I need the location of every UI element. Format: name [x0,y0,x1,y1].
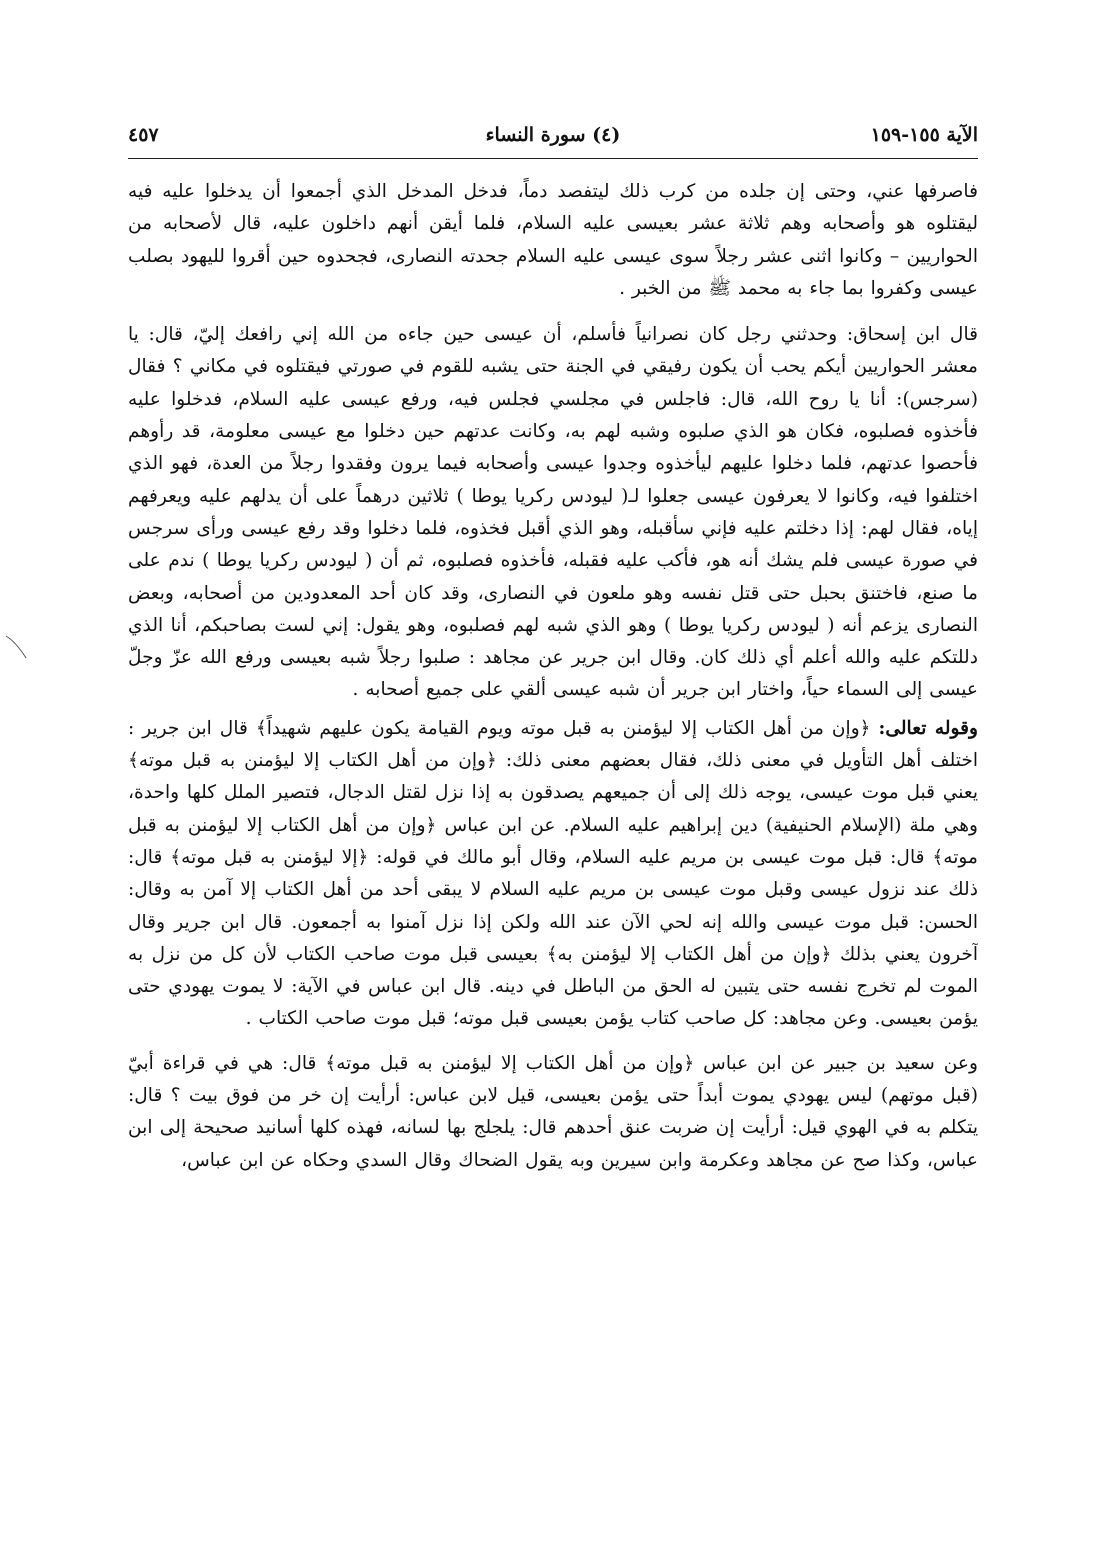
verse-range: الآية ١٥٥-١٥٩ [870,124,978,146]
header-divider [128,158,978,159]
running-header [128,118,978,158]
paragraph-3-text: ﴿وإن من أهل الكتاب إلا ليؤمنن به قبل موته ويوم القيامة يكون عليهم شهيداً﴾ قال ابن جرير : اختلف أهل التأويل في معنى ذلك، فقال بعضهم معنى ذلك: ﴿وإن من أهل الكتاب إلا ليؤمنن به قبل موته﴾ يعني قبل موت عيسى، يوجه ذلك إلى أن جميعهم يصدقون به إذا نزل لقتل الدجال، فتصير الملل كلها واحدة، وهي ملة (الإسلام الحنيفية) دين إبراهيم عليه السلام. عن ابن عباس ﴿وإن من أهل الكتاب إلا ليؤمنن به قبل موته﴾ قال: قبل موت عيسى بن مريم عليه السلام، وقال أبو مالك في قوله: ﴿إلا ليؤمنن به قبل موته﴾ قال: ذلك عند نزول عيسى وقبل موت عيسى بن مريم عليه السلام لا يبقى أحد من أهل الكتاب إلا آمن به وقال: الحسن: قبل موت عيسى والله إنه لحي الآن عند الله ولكن إذا نزل آمنوا به أجمعون. قال ابن جرير وقال آخرون يعني بذلك ﴿وإن من أهل الكتاب إلا ليؤمنن به﴾ بعيسى قبل موت صاحب الكتاب لأن كل من نزل به الموت لم تخرج نفسه حتى يتبين له الحق من الباطل في دينه. قال ابن عباس في الآية: لا يموت يهودي حتى يؤمن بعيسى. وعن مجاهد: كل صاحب كتاب يؤمن بعيسى قبل موته؛ قبل موت صاحب الكتاب . [128,717,978,1030]
surah-title: (٤) سورة النساء [485,124,621,146]
paragraph-3-lead: وقوله تعالى: [878,717,978,739]
paragraph-2-text: قال ابن إسحاق: وحدثني رجل كان نصرانياً فأسلم، أن عيسى حين جاءه من الله إني رافعك إليّ، قال: يا معشر الحواريين أيكم يحب أن يكون رفيقي في الجنة حتى يشبه للقوم في صورتي فيقتلوه في مكاني ؟ فقال (سرجس): أنا يا روح الله، قال: فاجلس في مجلسي فجلس فيه، ورفع عيسى عليه السلام، فدخلوا عليه فأخذوه فصلبوه، فكان هو الذي صلبوه وشبه لهم به، وكانت عدتهم حين دخلوا مع عيسى معلومة، قد رأوهم فأحصوا عدتهم، فلما دخلوا عليهم ليأخذوه وجدوا عيسى وأصحابه فيما يرون وفقدوا رجلاً من العدة، فهو الذي اختلفوا فيه، وكانوا لا يعرفون عيسى جعلوا لـ( ليودس ركريا يوطا ) ثلاثين درهماً على أن يدلهم عليه ويعرفهم إياه، فقال لهم: إذا دخلتم عليه فإني سأقبله، وهو الذي أقبل فخذوه، فلما دخلوا وقد رفع عيسى ورأى سرجس في صورة عيسى فلم يشك أنه هو، فأكب عليه فقبله، فأخذوه فصلبوه، ثم أن ( ليودس ركريا يوطا ) ندم على ما صنع، فاختنق بحبل حتى قتل نفسه وهو ملعون في النصارى، وقد كان أحد المعدودين من أصحابه، وبعض النصارى يزعم أنه ( ليودس ركريا يوطا ) وهو الذي شبه لهم فصلبوه، وهو يقول: إني لست بصاحبكم، أنا الذي دللتكم عليه والله أعلم أي ذلك كان. وقال ابن جرير عن مجاهد : صلبوا رجلاً شبه بعيسى ورفع الله عزّ وجلّ عيسى إلى السماء حياً، واختار ابن جرير أن شبه عيسى ألقي على جميع أصحابه . [128,324,978,701]
paragraph-3 [128,713,978,1036]
paragraph-4 [128,1048,978,1177]
page-number: ٤٥٧ [128,124,159,146]
paragraph-4-text: وعن سعيد بن جبير عن ابن عباس ﴿وإن من أهل الكتاب إلا ليؤمنن به قبل موته﴾ قال: هي في قراءة أبيّ (قبل موتهم) ليس يهودي يموت أبداً حتى يؤمن بعيسى، قيل لابن عباس: أرأيت إن خر من فوق بيت ؟ قال: يتكلم به في الهوي قيل: أرأيت إن ضربت عنق أحدهم قال: يلجلج بها لسانه، فهذه كلها أسانيد صحيحة إلى ابن عباس، وكذا صح عن مجاهد وعكرمة وابن سيرين وبه يقول الضحاك وقال السدي وحكاه عن ابن عباس، [128,1052,978,1171]
paragraph-1 [128,176,978,305]
paragraph-1-text: فاصرفها عني، وحتى إن جلده من كرب ذلك ليتفصد دماً، فدخل المدخل الذي أجمعوا أن يدخلوا عليه فيه ليقتلوه هو وأصحابه وهم ثلاثة عشر بعيسى عليه السلام، فلما أيقن أنهم داخلون عليه، قال لأصحابه من الحواريين – وكانوا اثنى عشر رجلاً سوى عيسى عليه السلام جحدته النصارى، فجحدوه حين أقروا لليهود بصلب عيسى وكفروا بما جاء به محمد ﷺ من الخبر . [128,181,978,299]
paragraph-2 [128,319,978,707]
scan-edge-mark [4,632,44,662]
page-body [128,176,978,1506]
